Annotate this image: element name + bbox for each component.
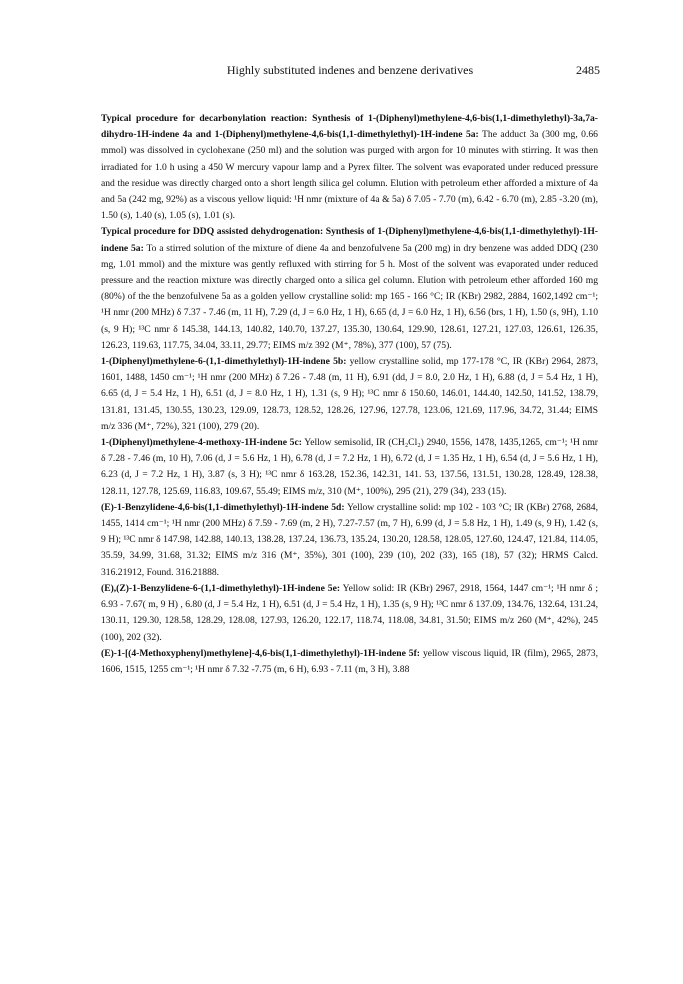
page-number: 2485 <box>576 63 600 77</box>
experimental-text <box>101 111 598 678</box>
paragraph-compound-5b <box>101 354 598 435</box>
paragraph-body: The adduct 3a (300 mg, 0.66 mmol) was dissolved in cyclohexane (250 ml) and the solution was purged with argon for 10 minutes with stirring. It was then irradiated for 1.0 h using a 450 W mercury vapour lamp and a Pyrex filter. The solvent was evaporated under reduced pressure and the residue was directly charged onto a short length silica gel column. Elution with petroleum ether afforded a mixture of 4a and 5a (242 mg, 92%) as a viscous yellow liquid: ¹H nmr (mixture of 4a & 5a) δ 7.05 - 7.70 (m), 6.42 - 6.70 (m), 2.85 -3.20 (m), 1.50 (s), 1.40 (s), 1.05 (s), 1.01 (s). <box>101 129 598 222</box>
paragraph-body: yellow crystalline solid, mp 177-178 °C, IR (KBr) 2964, 2873, 1601, 1488, 1450 cm⁻¹; ¹H nmr (200 MHz) δ 7.26 - 7.48 (m, 11 H), 6.91 (dd, J = 8.0, 2.0 Hz, 1 H), 6.88 (d, J = 5.4 Hz, 1 H), 6.65 (d, J = 5.4 Hz, 1 H), 6.51 (d, J = 8.0 Hz, 1 H), 1.31 (s, 9 H); ¹³C nmr δ 150.60, 146.01, 144.40, 142.50, 141.52, 138.79, 131.81, 131.45, 130.55, 130.23, 129.09, 128.73, 128.52, 128.26, 127.96, 127.78, 123.06, 121.69, 117.96, 34.72, 31.44; EIMS m/z 336 (M⁺, 72%), 321 (100), 279 (20). <box>101 356 599 432</box>
paragraph-heading: (E),(Z)-1-Benzylidene-6-(1,1-dimethylethyl)-1H-indene 5e: <box>101 582 341 594</box>
paragraph-compound-5d <box>101 500 598 581</box>
paragraph-compound-5c <box>101 435 598 500</box>
paragraph-body: Yellow solid: IR (KBr) 2967, 2918, 1564, 1447 cm⁻¹; ¹H nmr δ ; 6.93 - 7.67( m, 9 H) , 6.80 (d, J = 5.4 Hz, 1 H), 6.51 (d, J = 5.4 Hz, 1 H), 1.35 (s, 9 H); ¹³C nmr δ 137.09, 134.76, 132.64, 131.24, 130.11, 129.30, 128.58, 128.29, 128.08, 127.93, 126.20, 122.17, 118.74, 118.08, 34.81, 31.50; EIMS m/z 260 (M⁺, 42%), 245 (100), 202 (32). <box>101 582 599 643</box>
paragraph-heading: (E)-1-[(4-Methoxyphenyl)methylene]-4,6-bis(1,1-dimethylethyl)-1H-indene 5f: <box>101 647 420 659</box>
paragraph-heading: (E)-1-Benzylidene-4,6-bis(1,1-dimethylethyl)-1H-indene 5d: <box>101 501 345 513</box>
paragraph-body: Yellow crystalline solid: mp 102 - 103 °C; IR (KBr) 2768, 2684, 1455, 1414 cm⁻¹; ¹H nmr (200 MHz) δ 7.59 - 7.69 (m, 2 H), 7.27-7.57 (m, 7 H), 6.99 (d, J = 5.8 Hz, 1 H), 1.49 (s, 9 H), 1.42 (s, 9 H); ¹³C nmr δ 147.98, 142.88, 140.13, 138.28, 137.24, 136.73, 135.24, 130.20, 128.58, 128.05, 127.60, 124.47, 121.84, 114.05, 35.59, 34.99, 31.68, 31.32; EIMS m/z 316 (M⁺, 35%), 301 (100), 239 (10), 202 (33), 165 (18), 57 (32); HRMS Calcd. 316.21912, Found. 316.21888. <box>101 501 598 578</box>
paragraph-heading: 1-(Diphenyl)methylene-6-(1,1-dimethylethyl)-1H-indene 5b: <box>101 356 347 368</box>
paragraph-compound-5e <box>101 581 598 646</box>
paragraph-compound-5f <box>101 646 598 678</box>
running-title: Highly substituted indenes and benzene derivatives <box>226 63 474 77</box>
paragraph-body: To a stirred solution of the mixture of diene 4a and benzofulvene 5a (200 mg) in dry benzene was added DDQ (230 mg, 1.01 mmol) and the mixture was gently refluxed with stirring for 5 h. Most of the solvent was evaporated under reduced pressure and the reaction mixture was directly charged onto a silica gel column. Elution with petroleum ether afforded 160 mg (80%) of the the benzofulvene 5a as a golden yellow crystalline solid: mp 165 - 166 °C; IR (KBr) 2982, 2884, 1602,1492 cm⁻¹; ¹H nmr (200 MHz) δ 7.37 - 7.46 (m, 11 H), 7.29 (d, J = 6.0 Hz, 1 H), 6.65 (d, J = 6.0 Hz, 1 H), 6.56 (brs, 1 H), 1.50 (s, 9H), 1.10 (s, 9 H); ¹³C nmr δ 145.38, 144.13, 140.82, 140.70, 137.27, 135.30, 130.64, 129.90, 128.61, 127.21, 127.03, 126.61, 126.35, 126.23, 119.63, 117.75, 34.04, 33.11, 29.77; EIMS m/z 392 (M⁺, 78%), 377 (100), 57 (75). <box>101 242 598 351</box>
paragraph-body: yellow viscous liquid, IR (film), 2965, 2873, 1606, 1515, 1255 cm⁻¹; ¹H nmr δ 7.32 -7.75 (m, 6 H), 6.93 - 7.11 (m, 3 H), 3.88 <box>101 647 598 675</box>
paragraph-heading: Typical procedure for DDQ assisted dehydrogenation: Synthesis of 1-(Diphenyl)methylene-4,6-bis(1,1-dimethylethyl)-1H-indene 5a: <box>101 226 598 254</box>
paragraph-heading: Typical procedure for decarbonylation reaction: Synthesis of 1-(Diphenyl)methylene-4,6-bis(1,1-dimethylethyl)-3a,7a-dihydro-1H-indene 4a and 1-(Diphenyl)methylene-4,6-bis(1,1-dimethylethyl)-1H-indene 5a: <box>101 113 598 141</box>
paragraph-body: Yellow semisolid, IR (CH₂Cl₂) 2940, 1556, 1478, 1435,1265, cm⁻¹; ¹H nmr δ 7.28 - 7.46 (m, 10 H), 7.06 (d, J = 5.6 Hz, 1 H), 6.78 (d, J = 7.2 Hz, 1 H), 6.72 (d, J = 1.35 Hz, 1 H), 6.54 (d, J = 5.6 Hz, 1 H), 6.23 (d, J = 7.2 Hz, 1 H), 3.87 (s, 3 H); ¹³C nmr δ 163.28, 152.36, 142.31, 141. 53, 137.56, 131.51, 130.28, 128.49, 128.38, 128.11, 127.78, 125.69, 116.83, 109.67, 55.49; EIMS m/z, 310 (M⁺, 100%), 295 (21), 279 (34), 233 (15). <box>101 437 599 497</box>
paragraph-decarbonylation <box>101 111 598 224</box>
running-head <box>100 62 600 78</box>
paragraph-heading: 1-(Diphenyl)methylene-4-methoxy-1H-indene 5c: <box>101 437 302 449</box>
paragraph-ddq-dehydrogenation <box>101 224 598 354</box>
